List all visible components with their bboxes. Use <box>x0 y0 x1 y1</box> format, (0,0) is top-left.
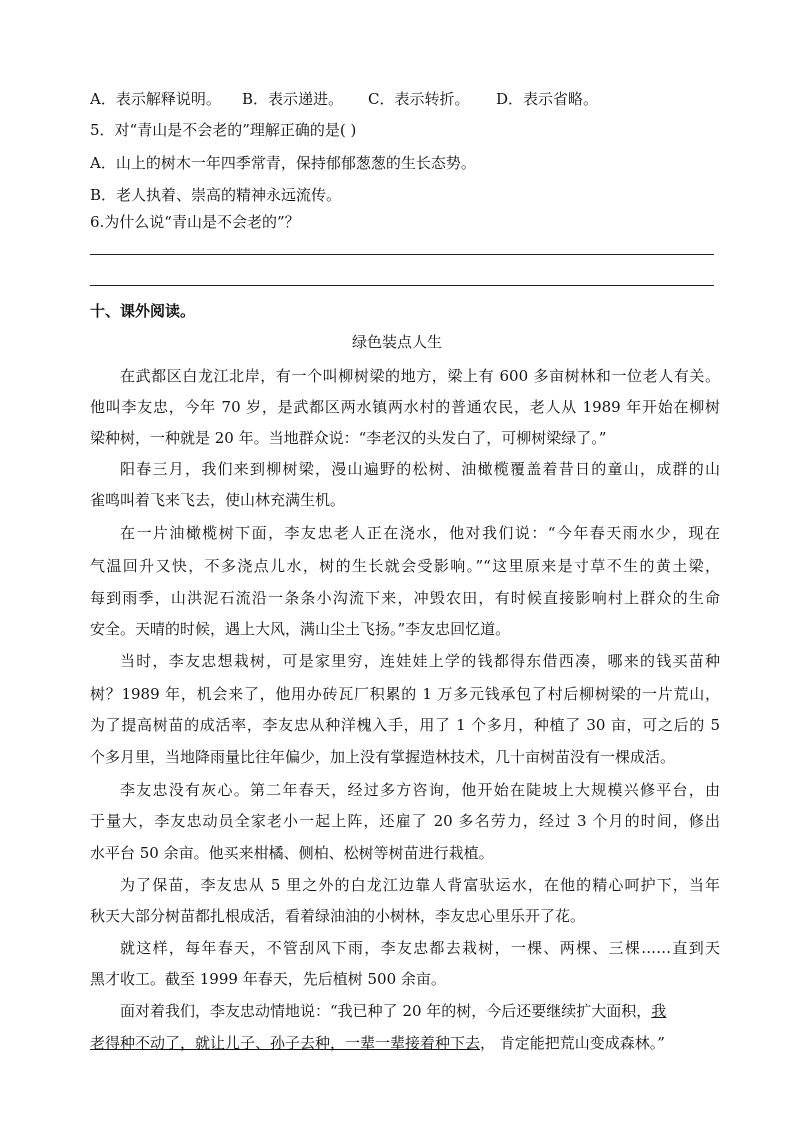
passage-line: 气温回升又快，不多浇点儿水，树的生长就会受影响。”“这里原来是寸草不生的黄土梁， <box>90 557 720 575</box>
answer-line-1[interactable] <box>90 254 714 255</box>
passage-line: 李友忠没有灰心。第二年春天，经过多方咨询，他开始在陡坡上大规模兴修平台，由 <box>120 781 720 799</box>
passage-line: 安全。天晴的时候，遇上大风，满山尘土飞扬。”李友忠回忆道。 <box>90 620 511 638</box>
underlined-text: 我 <box>651 1002 667 1020</box>
passage-line: 雀鸣叫着飞来飞去，使山林充满生机。 <box>90 491 346 509</box>
passage-line: 在武都区白龙江北岸，有一个叫柳树梁的地方，梁上有 600 多亩树林和一位老人有关。 <box>120 367 720 385</box>
answer-line-2[interactable] <box>90 285 714 286</box>
section-10-heading: 十、课外阅读。 <box>90 302 196 320</box>
passage-line: 在一片油橄榄树下面，李友忠老人正在浇水，他对我们说：“今年春天雨水少，现在 <box>120 524 720 542</box>
passage-line <box>120 1000 720 1022</box>
passage-line: 为了提高树苗的成活率，李友忠从种洋槐入手，用了 1 个多月，种植了 30 亩，可之后的 5 <box>90 716 720 734</box>
q4-option-b: B．表示递进。 <box>242 90 344 108</box>
q5-stem: 5．对“青山是不会老的”理解正确的是( ) <box>90 121 357 139</box>
passage-line: 他叫李友忠，今年 70 岁，是武都区两水镇两水村的普通农民，老人从 1989 年开始在柳树 <box>90 398 720 416</box>
passage-line: 当时，李友忠想栽树，可是家里穷，连娃娃上学的钱都得东借西凑，哪来的钱买苗种 <box>120 652 720 670</box>
passage-line: 就这样，每年春天，不管刮风下雨，李友忠都去栽树，一棵、两棵、三棵……直到天 <box>120 939 720 957</box>
passage-line: 为了保苗，李友忠从 5 里之外的白龙江边靠人背富驮运水，在他的精心呵护下，当年 <box>120 876 720 894</box>
passage-line: 梁种树，一种就是 20 年。当地群众说：“李老汉的头发白了，可柳树梁绿了。” <box>90 429 607 447</box>
q6-stem: 6.为什么说“青山是不会老的”？ <box>90 213 300 231</box>
passage-line <box>90 1032 720 1054</box>
underlined-text: 老得种不动了，就让儿子、孙子去种，一辈一辈接着种下去 <box>90 1034 481 1052</box>
passage-line: 黑才收工。截至 1999 年春天，先后植树 500 余亩。 <box>90 970 446 988</box>
q5-option-b: B．老人执着、崇高的精神永远流传。 <box>90 186 342 204</box>
q4-option-c: C．表示转折。 <box>368 90 470 108</box>
passage-line: 秋天大部分树苗都扎根成活，看着绿油油的小树林，李友忠心里乐开了花。 <box>90 907 586 925</box>
passage-line: 个多月里，当地降雨量比往年偏少，加上没有掌握造林技术，几十亩树苗没有一棵成活。 <box>90 748 676 766</box>
q4-option-a: A．表示解释说明。 <box>90 90 221 108</box>
q4-options <box>90 88 720 110</box>
passage-text: 面对着我们，李友忠动情地说：“我已种了 20 年的树，今后还要继续扩大面积， <box>120 1002 652 1020</box>
q4-option-d: D．表示省略。 <box>496 90 599 108</box>
passage-line: 阳春三月，我们来到柳树梁，漫山遍野的松树、油橄榄覆盖着昔日的童山，成群的山 <box>120 460 720 478</box>
passage-line: 水平台 50 余亩。他买来柑橘、侧柏、松树等树苗进行栽植。 <box>90 844 494 862</box>
passage-text: ， 肯定能把荒山变成森林。” <box>480 1034 665 1052</box>
passage-line: 树？1989 年，机会来了，他用办砖瓦厂积累的 1 万多元钱承包了村后柳树梁的一片荒山， <box>90 685 720 703</box>
passage-line: 每到雨季，山洪泥石流沿一条条小沟流下来，冲毁农田，有时候直接影响村上群众的生命 <box>90 589 720 607</box>
q5-option-a: A．山上的树木一年四季常青，保持郁郁葱葱的生长态势。 <box>90 154 476 172</box>
passage-title: 绿色装点人生 <box>351 333 442 351</box>
passage-line: 于量大，李友忠动员全家老小一起上阵，还雇了 20 多名劳力，经过 3 个月的时间，修出 <box>90 812 720 830</box>
